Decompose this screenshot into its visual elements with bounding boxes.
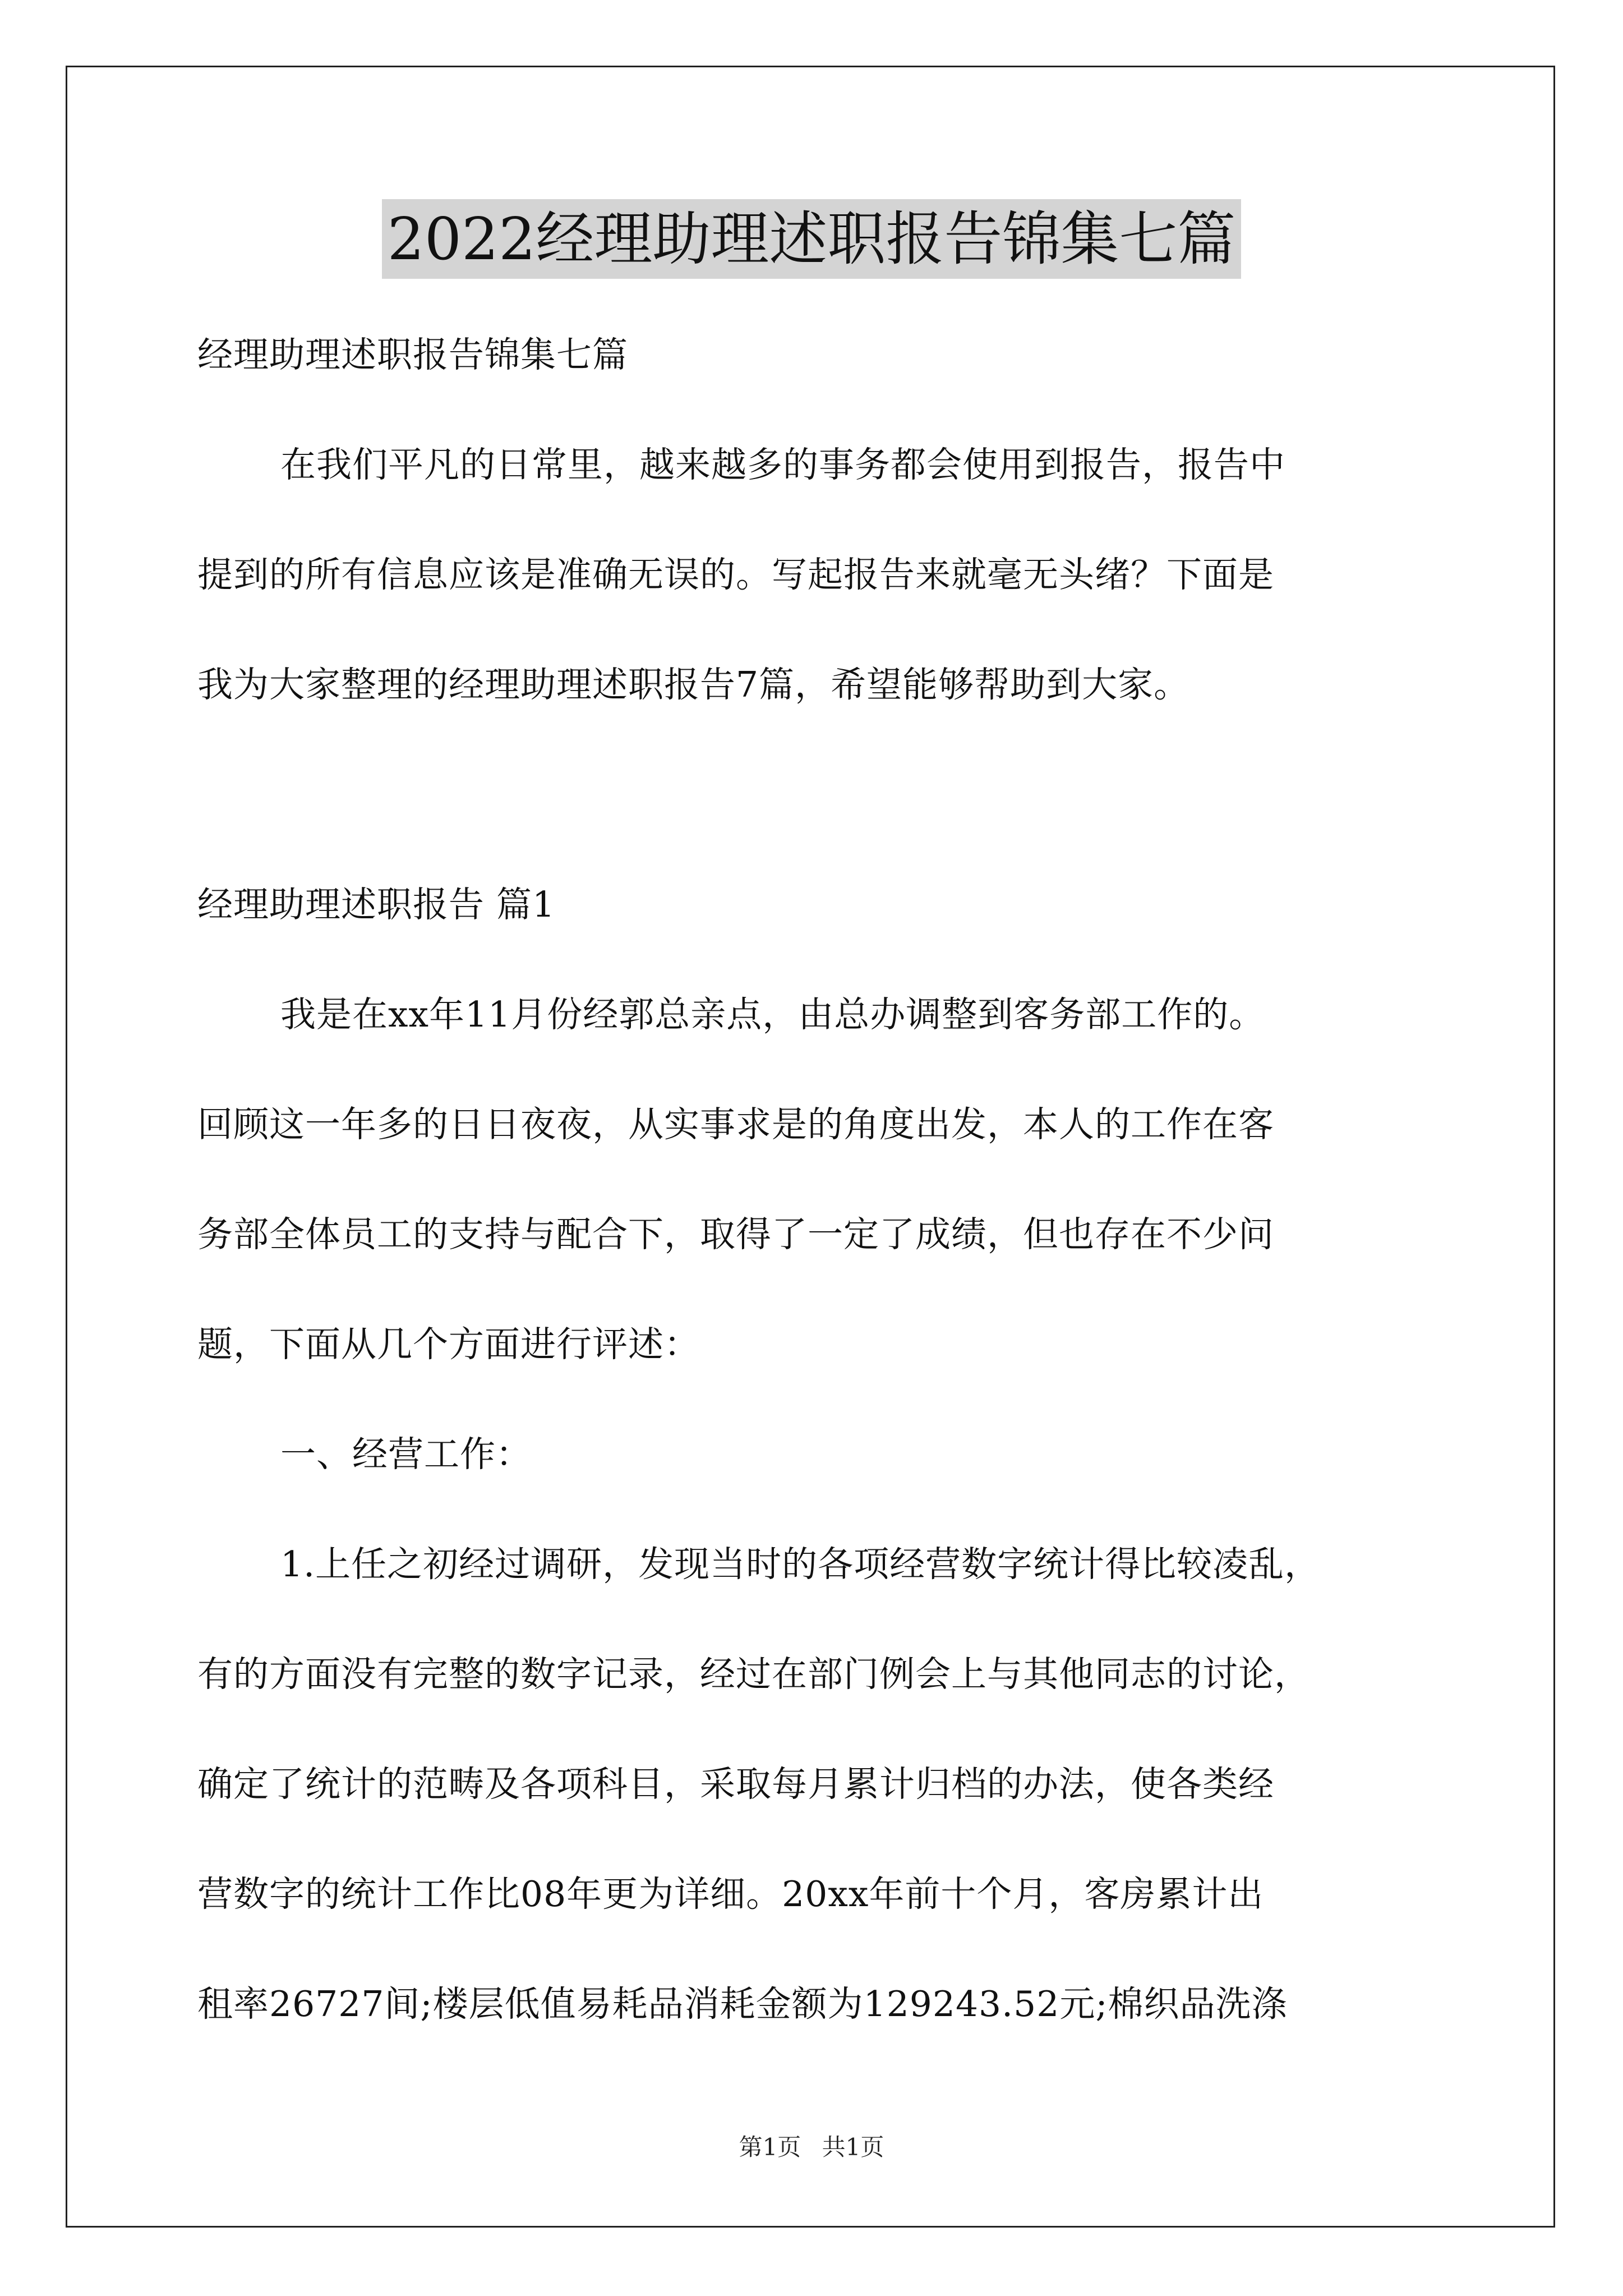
document-title: 2022经理助理述职报告锦集七篇 (382, 199, 1242, 279)
paragraph-line: 有的方面没有完整的数字记录，经过在部门例会上与其他同志的讨论， (197, 1654, 1310, 1695)
paragraph-line: 营数字的统计工作比08年更为详细。20xx年前十个月，客房累计出 (197, 1874, 1264, 1915)
section-heading: 经理助理述职报告 篇1 (197, 884, 556, 925)
item-heading: 一、经营工作： (280, 1434, 532, 1475)
paragraph-line: 租率26727间;楼层低值易耗品消耗金额为129243.52元;棉织品洗涤 (197, 1984, 1288, 2024)
paragraph-line: 题，下面从几个方面进行评述： (197, 1324, 700, 1365)
page-footer (0, 2131, 1623, 2164)
paragraph-line: 确定了统计的范畴及各项科目，采取每月累计归档的办法，使各类经 (197, 1764, 1274, 1805)
paragraph-line: 1.上任之初经过调研，发现当时的各项经营数字统计得比较凌乱， (280, 1544, 1321, 1585)
paragraph-line: 务部全体员工的支持与配合下，取得了一定了成绩，但也存在不少问 (197, 1214, 1274, 1255)
title-wrap (0, 199, 1623, 279)
intro-line: 提到的所有信息应该是准确无误的。写起报告来就毫无头绪？下面是 (197, 554, 1274, 595)
paragraph-line: 回顾这一年多的日日夜夜，从实事求是的角度出发，本人的工作在客 (197, 1104, 1274, 1145)
page-number: 第1页 (739, 2133, 801, 2161)
intro-line: 我为大家整理的经理助理述职报告7篇，希望能够帮助到大家。 (197, 664, 1190, 705)
document-body (197, 300, 1431, 2059)
paragraph-line: 我是在xx年11月份经郭总亲点，由总办调整到客务部工作的。 (280, 994, 1265, 1035)
document-subtitle: 经理助理述职报告锦集七篇 (197, 334, 628, 375)
spacer (197, 740, 1431, 850)
intro-line: 在我们平凡的日常里，越来越多的事务都会使用到报告，报告中 (280, 444, 1285, 485)
page-total: 共1页 (822, 2133, 884, 2161)
